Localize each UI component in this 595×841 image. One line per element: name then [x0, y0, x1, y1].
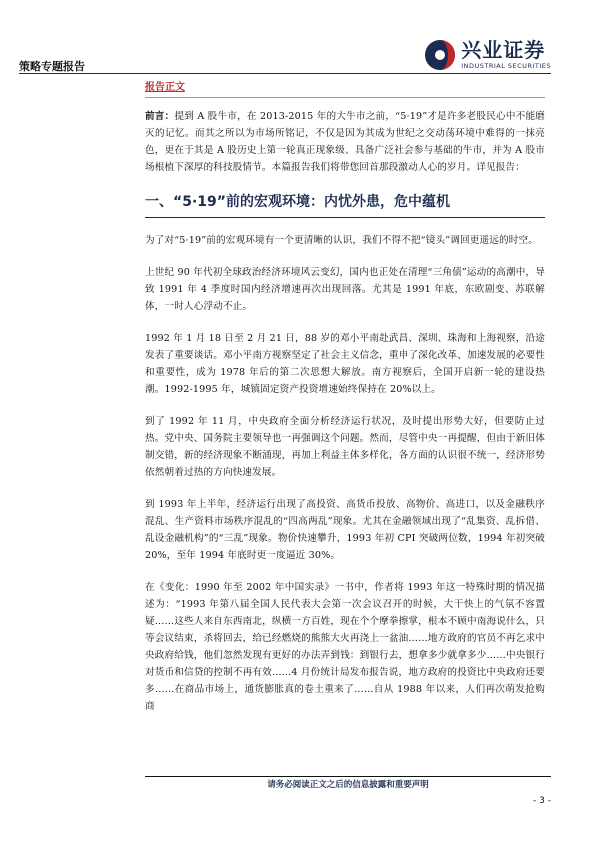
header-divider: [19, 73, 551, 74]
brand-mark-icon: [423, 38, 457, 72]
intro-text: 提到 A 股牛市，在 2013-2015 年的大牛市之前，“5·19”才是许多老股民心中不能磨灭的记忆。而其之所以为市场所铭记，不仅是因为其成为世纪之交动荡环境中难得的一抹亮色，更在于其是 A 股历史上第一轮真正现象级、具备广泛社会参与基础的牛市，并为 A 股市场根植下深厚的科技股情节。本篇报告我们将带您回首那段激动人心的岁月。详见报告：: [145, 111, 545, 173]
footer-disclaimer: 请务必阅读正文之后的信息披露和重要声明: [267, 780, 429, 790]
section-heading: 一、“5·19”前的宏观环境：内忧外患，危中蕴机: [145, 191, 545, 218]
body-paragraph: 为了对“5·19”前的宏观环境有一个更清晰的认识，我们不得不把“镜头”调回更遥远的时空。: [145, 235, 538, 246]
page-number: - 3 -: [533, 796, 551, 806]
brand-name-en: INDUSTRIAL SECURITIES: [461, 62, 551, 71]
intro-lead: 前言：: [145, 111, 175, 122]
body-paragraph: 到 1993 年上半年，经济运行出现了高投资、高货币投放、高物价、高进口，以及金融秩序混乱、生产资料市场秩序混乱的“四高两乱”现象。尤其在金融领域出现了“乱集资、乱拆借、乱设金融机构”的“三乱”现象。物价快速攀升，1993 年初 CPI 突破两位数，1994 年初突破 20%，至年 1994 年底时更一度逼近 30%。: [145, 499, 545, 561]
body-paragraph: 1992 年 1 月 18 日至 2 月 21 日，88 岁的邓小平南赴武昌、深圳、珠海和上海视察，沿途发表了重要谈话。邓小平南方视察坚定了社会主义信念，重申了深化改革、加速发展的必要性和重要性，成为 1978 年后的第二次思想大解放。南方视察后，全国开启新一轮的建设热潮。1992-1995 年，城镇固定资产投资增速始终保持在 20%以上。: [145, 333, 545, 395]
report-type-label: 策略专题报告: [19, 60, 85, 73]
intro-paragraph: [145, 108, 545, 176]
body-paragraph: 到了 1992 年 11 月，中央政府全面分析经济运行状况，及时提出形势大好，但要防止过热。党中央、国务院主要领导也一再强调这个问题。然而，尽管中央一再提醒，但由于新旧体制交错，新的经济现象不断涌现，再加上利益主体多样化，各方面的认识很不统一，经济形势依然朝着过热的方向快速发展。: [145, 416, 545, 478]
section-label: 报告正文: [145, 82, 185, 93]
footer-divider: [145, 776, 551, 777]
body-paragraph: 在《变化：1990 年至 2002 年中国实录》一书中，作者将 1993 年这一特殊时期的情况描述为：“1993 年第八届全国人民代表大会第一次会议召开的时候，大干快上的气氛不容置疑……这些人来自东西南北，纵横一方百姓，现在个个摩拳擦掌，根本不顾中南海说什么，只等会议结束，杀将回去，给已经燃烧的熊熊大火再浇上一盆油……地方政府的官员不再乞求中央政府给钱，他们忽然发现有更好的办法弄到钱：到银行去，想拿多少就拿多少……中央银行对货币和信贷的控制不再有效……4 月份统计局发布报告说，地方政府的投资比中央政府还要多……在商品市场上，通货膨胀真的卷土重来了……自从 1988 年以来，人们再次萌发抢购商: [145, 582, 545, 712]
brand-logo: [423, 38, 551, 72]
report-body: [145, 78, 545, 730]
body-paragraph: 上世纪 90 年代初全球政治经济环境风云变幻，国内也正处在清理“三角债”运动的高潮中，导致 1991 年 4 季度时国内经济增速再次出现回落。尤其是 1991 年底，东欧剧变、苏联解体，一时人心浮动不止。: [145, 267, 545, 312]
section-divider: [145, 97, 545, 98]
brand-name-cn: 兴业证券: [461, 38, 546, 63]
